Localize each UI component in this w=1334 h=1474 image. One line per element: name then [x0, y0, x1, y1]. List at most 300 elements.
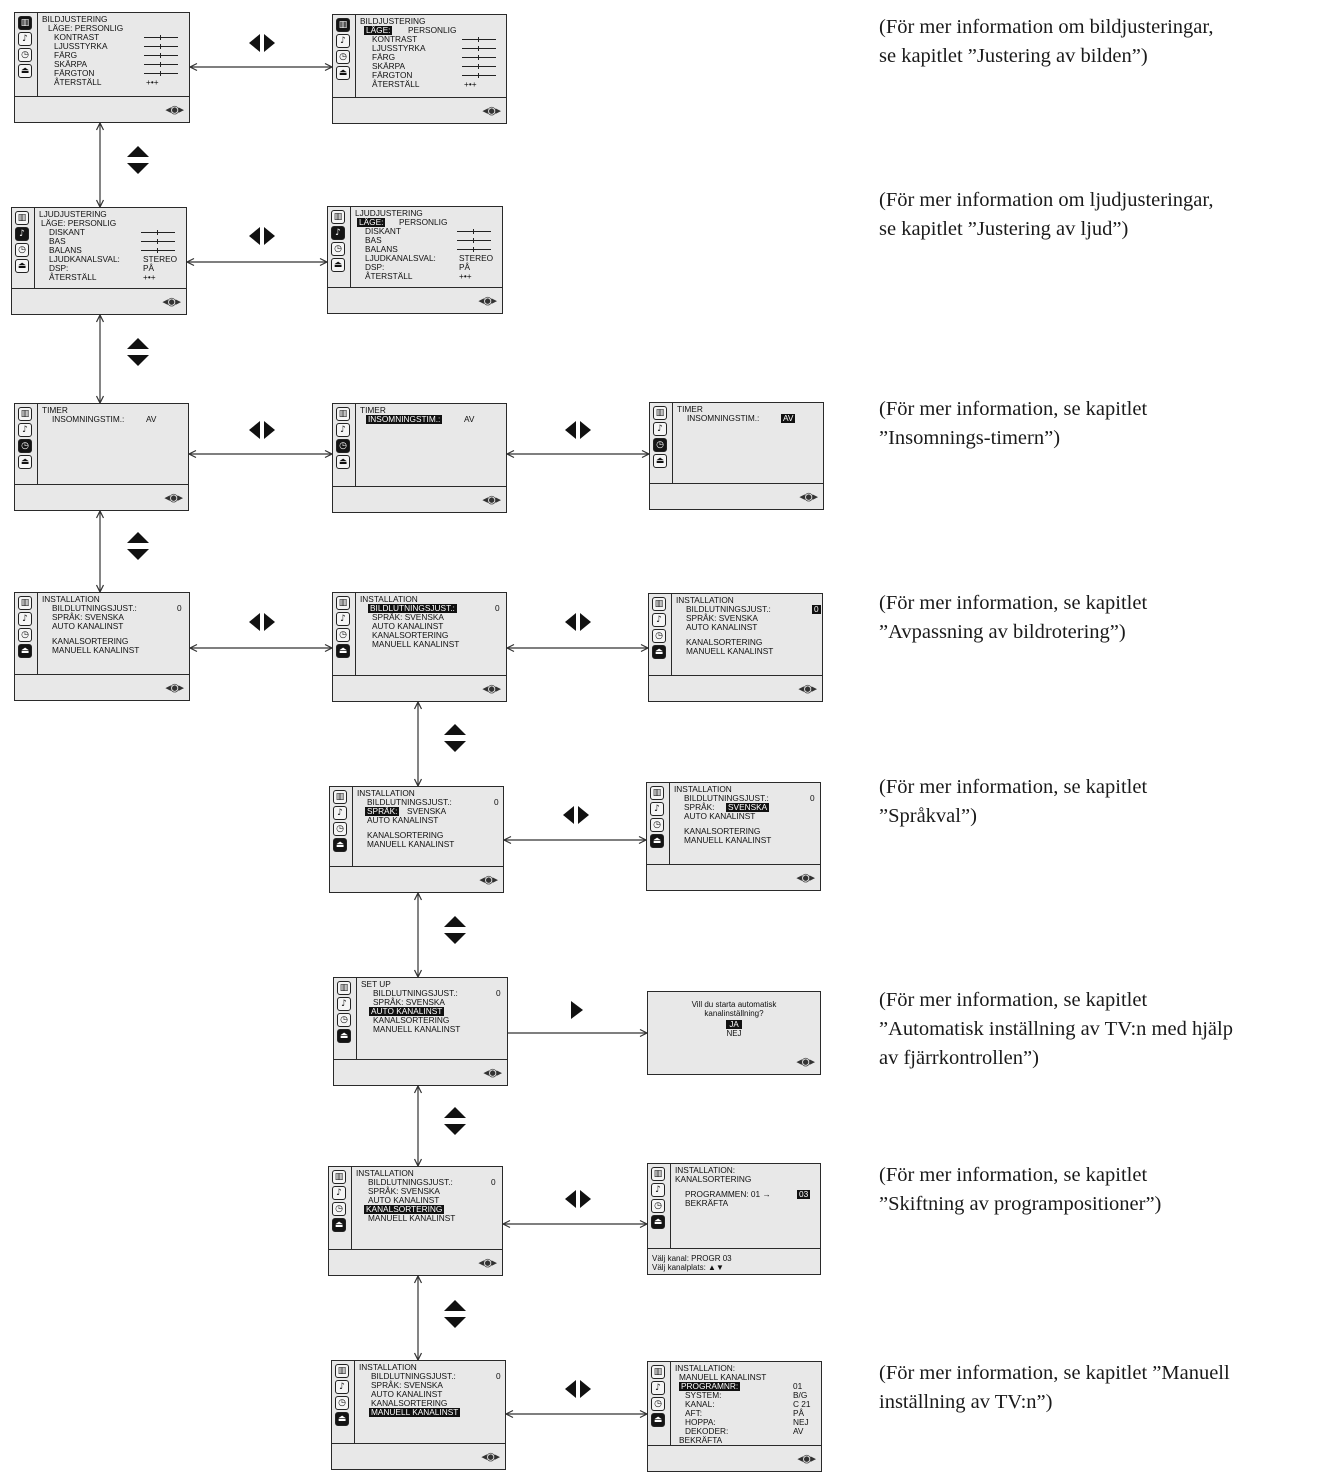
level-slider[interactable] [141, 241, 175, 242]
level-slider[interactable] [462, 75, 496, 76]
sound-tab-icon[interactable]: ♪ [650, 802, 664, 816]
menu-item-label: INSOMNINGSTIM.: [687, 413, 760, 423]
menu-item-label: SPRÅK: SVENSKA [368, 1186, 440, 1196]
remote-nav-icon: ◂◉▸ [482, 682, 500, 695]
down-arrow-icon [444, 1124, 466, 1135]
menu-item-label: INSTALLATION [359, 1362, 417, 1372]
info-note-6 [879, 986, 1329, 1073]
picture-tab-icon[interactable]: ▥ [336, 18, 350, 32]
menu-body [359, 1363, 501, 1417]
menu-line[interactable] [675, 1199, 816, 1208]
menu-item-label: BALANS [49, 245, 82, 255]
level-slider[interactable] [462, 39, 496, 40]
left-arrow-icon [249, 613, 260, 631]
menu-item-label: KANALSORTERING [686, 637, 763, 647]
installation-tab-icon[interactable]: ⏏ [331, 258, 345, 272]
menu-item-label: AFT: [685, 1408, 703, 1418]
left-arrow-icon [563, 806, 574, 824]
sound-tab-icon[interactable]: ♪ [652, 613, 666, 627]
menu-item-label: BILDLUTNINGSJUST.: [367, 797, 452, 807]
timer-tab-icon[interactable]: ◷ [335, 1396, 349, 1410]
right-arrow-icon [264, 613, 275, 631]
menu-item-label: SPRÅK: SVENSKA [372, 612, 444, 622]
menu-status-bar [329, 1249, 502, 1275]
menu-item-label: KANAL: [685, 1399, 715, 1409]
picture-tab-icon[interactable]: ▥ [18, 407, 32, 421]
installation-tab-icon[interactable]: ⏏ [651, 1413, 665, 1427]
menu-line[interactable] [674, 812, 816, 821]
timer-tab-icon[interactable]: ◷ [336, 50, 350, 64]
menu-item-label: SPRÅK: [684, 802, 715, 812]
timer-tab-icon[interactable]: ◷ [333, 822, 347, 836]
menu-status-bar [332, 1443, 505, 1469]
timer-tab-icon[interactable]: ◷ [650, 818, 664, 832]
installation-tab-icon[interactable]: ⏏ [335, 1412, 349, 1426]
menu-status-bar [330, 866, 503, 892]
sound-tab-icon[interactable]: ♪ [651, 1183, 665, 1197]
note-line: (För mer information, se kapitlet [879, 1164, 1148, 1186]
menu-item-label: KANALSORTERING [367, 830, 444, 840]
picture-tab-icon[interactable]: ▥ [18, 16, 32, 30]
menu-item-value: 0 [494, 797, 499, 807]
menu-item-value: +•+ [464, 79, 477, 89]
picture-tab-icon[interactable]: ▥ [653, 406, 667, 420]
up-arrow-icon [444, 724, 466, 735]
timer-tab-icon[interactable]: ◷ [337, 1013, 351, 1027]
menu-line[interactable] [357, 840, 499, 849]
left-arrow-icon [565, 1190, 576, 1208]
menu-item-label: LÄGE: PERSONLIG [41, 218, 117, 228]
menu-status-bar [648, 1248, 820, 1274]
picture-tab-icon[interactable]: ▥ [336, 407, 350, 421]
level-slider[interactable] [462, 57, 496, 58]
menu-item-label: KANALSORTERING [372, 630, 449, 640]
menu-status-bar [15, 96, 189, 122]
tv-menu-screen-17 [331, 1360, 506, 1470]
picture-tab-icon[interactable]: ▥ [335, 1364, 349, 1378]
menu-body [42, 595, 185, 655]
menu-line[interactable] [42, 622, 185, 631]
installation-tab-icon[interactable]: ⏏ [336, 66, 350, 80]
sound-tab-icon[interactable]: ♪ [651, 1381, 665, 1395]
remote-nav-icon: ◂◉▸ [478, 294, 496, 307]
menu-item-label: KANALSORTERING [366, 1204, 443, 1214]
timer-tab-icon[interactable]: ◷ [652, 629, 666, 643]
menu-item-value: NEJ [793, 1417, 809, 1427]
note-line: ”Språkval”) [879, 805, 977, 827]
menu-item-label: MANUELL KANALINST [686, 646, 774, 656]
installation-tab-icon[interactable]: ⏏ [333, 838, 347, 852]
menu-item-label: INSTALLATION [357, 788, 415, 798]
menu-item-label: BILDLUTNINGSJUST.: [686, 604, 771, 614]
menu-line[interactable] [361, 1025, 503, 1034]
menu-item-value: 0 [491, 1177, 496, 1187]
menu-tab-bar [334, 978, 357, 1059]
info-note-3 [879, 395, 1329, 453]
up-arrow-icon [127, 532, 149, 543]
menu-line[interactable] [42, 415, 184, 424]
menu-line[interactable] [42, 78, 185, 87]
menu-status-bar [647, 864, 820, 890]
menu-body [42, 406, 184, 424]
down-arrow-icon [444, 1317, 466, 1328]
menu-body [360, 595, 502, 649]
note-line: (För mer information om ljudjusteringar, [879, 189, 1214, 211]
level-slider[interactable] [457, 249, 491, 250]
menu-item-value: PERSONLIG [408, 25, 457, 35]
menu-item-label: BILDLUTNINGSJUST.: [52, 603, 137, 613]
menu-item-label: DSP: [49, 263, 69, 273]
left-arrow-icon [249, 34, 260, 52]
installation-tab-icon[interactable]: ⏏ [336, 644, 350, 658]
timer-tab-icon[interactable]: ◷ [336, 628, 350, 642]
menu-item-label: MANUELL KANALINST [367, 839, 455, 849]
picture-tab-icon[interactable]: ▥ [651, 1365, 665, 1379]
installation-tab-icon[interactable]: ⏏ [650, 834, 664, 848]
menu-status-bar [648, 1445, 821, 1471]
menu-line[interactable] [675, 1175, 816, 1184]
right-arrow-icon [580, 1190, 591, 1208]
info-note-1 [879, 13, 1329, 71]
menu-item-value: +•+ [146, 77, 159, 87]
installation-tab-icon[interactable]: ⏏ [651, 1215, 665, 1229]
remote-nav-icon: ◂◉▸ [478, 1256, 496, 1269]
menu-item-label: ÅTERSTÄLL [49, 272, 97, 282]
menu-item-label: DISKANT [365, 226, 401, 236]
menu-item-value: PÅ [459, 262, 471, 272]
menu-item-label: MANUELL KANALINST [52, 645, 140, 655]
timer-tab-icon[interactable]: ◷ [15, 243, 29, 257]
menu-line[interactable] [360, 80, 502, 89]
menu-item-label: MANUELL KANALINST [371, 1407, 459, 1417]
menu-item-label: BILDLUTNINGSJUST.: [368, 1177, 453, 1187]
menu-tab-bar [333, 593, 356, 675]
picture-tab-icon[interactable]: ▥ [332, 1170, 346, 1184]
installation-tab-icon[interactable]: ⏏ [18, 644, 32, 658]
tv-menu-screen-5 [14, 403, 189, 511]
level-slider[interactable] [462, 66, 496, 67]
menu-item-label: LJUSSTYRKA [372, 43, 426, 53]
menu-item-label: BILDLUTNINGSJUST.: [371, 1371, 456, 1381]
menu-item-label: AUTO KANALINST [371, 1389, 443, 1399]
picture-tab-icon[interactable]: ▥ [18, 596, 32, 610]
installation-tab-icon[interactable]: ⏏ [337, 1029, 351, 1043]
tv-menu-screen-6 [332, 403, 507, 513]
menu-item-label: PROGRAMMEN: 01 → [685, 1189, 771, 1199]
menu-item-value: PÅ [793, 1408, 805, 1418]
menu-line[interactable] [357, 816, 499, 825]
sound-tab-icon[interactable]: ♪ [18, 612, 32, 626]
dialog-question: Vill du starta automatisk [691, 1000, 777, 1009]
level-slider[interactable] [457, 231, 491, 232]
tv-menu-screen-4 [327, 206, 503, 314]
menu-item-value: 01 [793, 1381, 803, 1391]
menu-item-label: PROGRAMNR: [681, 1381, 739, 1391]
menu-item-label: HOPPA: [685, 1417, 716, 1427]
dialog-option-yes[interactable]: JA [726, 1020, 741, 1029]
note-line: (För mer information, se kapitlet [879, 398, 1148, 420]
sound-tab-icon[interactable]: ♪ [653, 422, 667, 436]
menu-item-label: SPRÅK: SVENSKA [373, 997, 445, 1007]
picture-tab-icon[interactable]: ▥ [336, 596, 350, 610]
menu-item-value: PERSONLIG [399, 217, 448, 227]
up-arrow-icon [444, 916, 466, 927]
menu-item-value: +•+ [143, 272, 156, 282]
menu-tab-bar [333, 404, 356, 486]
menu-item-label: BILDLUTNINGSJUST.: [370, 603, 455, 613]
menu-item-label: KANALSORTERING [684, 826, 761, 836]
down-arrow-icon [127, 163, 149, 174]
tv-menu-screen-13 [333, 977, 508, 1086]
picture-tab-icon[interactable]: ▥ [333, 790, 347, 804]
right-arrow-icon [571, 1001, 583, 1019]
menu-line[interactable] [39, 273, 182, 282]
timer-tab-icon[interactable]: ◷ [18, 48, 32, 62]
menu-tab-bar [648, 1164, 671, 1248]
up-arrow-icon [127, 146, 149, 157]
tv-menu-screen-10 [648, 593, 823, 702]
remote-nav-icon: ◂◉▸ [796, 871, 814, 884]
menu-item-label: INSOMNINGSTIM.: [368, 414, 441, 424]
menu-item-value: B/G [793, 1390, 808, 1400]
right-arrow-icon [580, 1380, 591, 1398]
down-arrow-icon [444, 933, 466, 944]
left-arrow-icon [565, 421, 576, 439]
note-line: inställning av TV:n”) [879, 1391, 1053, 1413]
menu-item-value: AV [146, 414, 157, 424]
level-slider[interactable] [462, 48, 496, 49]
menu-item-label: SKÄRPA [372, 61, 406, 71]
menu-status-bar [12, 288, 186, 314]
timer-tab-icon[interactable]: ◷ [651, 1199, 665, 1213]
level-slider[interactable] [141, 250, 175, 251]
sound-tab-icon[interactable]: ♪ [333, 806, 347, 820]
menu-item-value: AV [793, 1426, 804, 1436]
menu-item-value: 0 [495, 603, 500, 613]
menu-body [677, 405, 819, 423]
sound-tab-icon[interactable]: ♪ [336, 34, 350, 48]
menu-item-label: SKÄRPA [54, 59, 88, 69]
installation-tab-icon[interactable]: ⏏ [332, 1218, 346, 1232]
menu-item-label: DSP: [365, 262, 385, 272]
note-line: (För mer information, se kapitlet [879, 776, 1148, 798]
menu-item-label: INSTALLATION: [675, 1363, 736, 1373]
timer-tab-icon[interactable]: ◷ [336, 439, 350, 453]
remote-nav-icon: ◂◉▸ [479, 873, 497, 886]
tv-menu-screen-3 [11, 207, 187, 315]
menu-item-label: ÅTERSTÄLL [54, 77, 102, 87]
menu-item-label: AUTO KANALINST [367, 815, 439, 825]
picture-tab-icon[interactable]: ▥ [651, 1167, 665, 1181]
menu-item-label: AUTO KANALINST [371, 1006, 443, 1016]
menu-line[interactable] [359, 1408, 501, 1417]
picture-tab-icon[interactable]: ▥ [337, 981, 351, 995]
installation-tab-icon[interactable]: ⏏ [18, 455, 32, 469]
menu-line[interactable] [360, 640, 502, 649]
menu-item-label: KONTRAST [54, 32, 100, 42]
remote-nav-icon: ◂◉▸ [164, 491, 182, 504]
sound-tab-icon[interactable]: ♪ [331, 226, 345, 240]
tv-menu-screen-7 [649, 402, 824, 510]
left-arrow-icon [565, 613, 576, 631]
menu-item-value: +•+ [459, 271, 472, 281]
menu-item-label: BAS [365, 235, 382, 245]
sound-tab-icon[interactable]: ♪ [15, 227, 29, 241]
picture-tab-icon[interactable]: ▥ [331, 210, 345, 224]
menu-item-label: LJUSSTYRKA [54, 41, 108, 51]
down-arrow-icon [127, 355, 149, 366]
level-slider[interactable] [457, 240, 491, 241]
installation-tab-icon[interactable]: ⏏ [15, 259, 29, 273]
menu-status-bar [333, 97, 506, 123]
timer-tab-icon[interactable]: ◷ [651, 1397, 665, 1411]
menu-line[interactable] [674, 836, 816, 845]
menu-item-label: SPRÅK: [367, 806, 398, 816]
menu-body [360, 17, 502, 89]
status-hint: Välj kanalplats: ▲▼ [652, 1263, 724, 1272]
menu-item-label: INSTALLATION [356, 1168, 414, 1178]
menu-line[interactable] [356, 1214, 498, 1223]
picture-tab-icon[interactable]: ▥ [650, 786, 664, 800]
installation-tab-icon[interactable]: ⏏ [336, 455, 350, 469]
menu-status-bar [333, 675, 506, 701]
tv-menu-screen-11 [329, 786, 504, 893]
info-note-8 [879, 1359, 1329, 1417]
menu-item-value: 0 [814, 604, 819, 614]
menu-item-label: TIMER [42, 405, 68, 415]
menu-item-label: AUTO KANALINST [372, 621, 444, 631]
menu-item-label: AUTO KANALINST [686, 622, 758, 632]
menu-line[interactable] [676, 623, 818, 632]
note-line: av fjärrkontrollen”) [879, 1047, 1039, 1069]
note-line: ”Avpassning av bildrotering”) [879, 621, 1126, 643]
menu-item-label: LÄGE: [366, 25, 391, 35]
down-arrow-icon [127, 549, 149, 560]
remote-nav-icon: ◂◉▸ [162, 295, 180, 308]
menu-line[interactable] [677, 414, 819, 423]
remote-nav-icon: ◂◉▸ [165, 681, 183, 694]
note-line: se kapitlet ”Justering av ljud”) [879, 218, 1129, 240]
menu-item-label: SPRÅK: SVENSKA [371, 1380, 443, 1390]
menu-item-label: AUTO KANALINST [368, 1195, 440, 1205]
menu-tab-bar [647, 783, 670, 864]
menu-tab-bar [328, 207, 351, 287]
level-slider[interactable] [144, 64, 178, 65]
menu-item-label: FÄRGTON [54, 68, 95, 78]
menu-item-label: BALANS [365, 244, 398, 254]
timer-tab-icon[interactable]: ◷ [18, 628, 32, 642]
menu-item-label: INSTALLATION [674, 784, 732, 794]
installation-tab-icon[interactable]: ⏏ [653, 454, 667, 468]
menu-item-label: MANUELL KANALINST [372, 639, 460, 649]
menu-item-value: 0 [496, 988, 501, 998]
installation-tab-icon[interactable]: ⏏ [652, 645, 666, 659]
menu-tab-bar [329, 1167, 352, 1249]
sound-tab-icon[interactable]: ♪ [18, 423, 32, 437]
menu-item-label: KANALSORTERING [675, 1174, 752, 1184]
timer-tab-icon[interactable]: ◷ [653, 438, 667, 452]
menu-item-label: INSTALLATION: [675, 1165, 736, 1175]
sound-tab-icon[interactable]: ♪ [337, 997, 351, 1011]
menu-item-label: MANUELL KANALINST [373, 1024, 461, 1034]
menu-item-label: FÄRG [54, 50, 78, 60]
menu-line[interactable] [360, 415, 502, 424]
sound-tab-icon[interactable]: ♪ [336, 612, 350, 626]
sound-tab-icon[interactable]: ♪ [336, 423, 350, 437]
menu-item-label: INSTALLATION [676, 595, 734, 605]
right-arrow-icon [264, 227, 275, 245]
remote-nav-icon: ◂◉▸ [798, 682, 816, 695]
menu-item-label: MANUELL KANALINST [684, 835, 772, 845]
level-slider[interactable] [144, 73, 178, 74]
level-slider[interactable] [144, 55, 178, 56]
menu-item-label: BILDLUTNINGSJUST.: [373, 988, 458, 998]
menu-body [675, 1364, 817, 1445]
up-arrow-icon [444, 1300, 466, 1311]
timer-tab-icon[interactable]: ◷ [331, 242, 345, 256]
timer-tab-icon[interactable]: ◷ [18, 439, 32, 453]
sound-tab-icon[interactable]: ♪ [18, 32, 32, 46]
remote-nav-icon: ◂◉▸ [482, 493, 500, 506]
menu-body [360, 406, 502, 424]
menu-line[interactable] [676, 647, 818, 656]
tv-menu-screen-18 [647, 1361, 822, 1472]
remote-nav-icon: ◂◉▸ [799, 490, 817, 503]
menu-tab-bar [333, 15, 356, 97]
menu-line[interactable] [42, 646, 185, 655]
note-line: ”Automatisk inställning av TV:n med hjälp [879, 1018, 1233, 1040]
menu-item-value: SVENSKA [407, 806, 447, 816]
menu-item-label: KANALSORTERING [373, 1015, 450, 1025]
menu-item-label: KONTRAST [372, 34, 418, 44]
level-slider[interactable] [144, 46, 178, 47]
menu-status-bar [15, 484, 188, 510]
tv-menu-screen-12 [646, 782, 821, 891]
note-line: (För mer information, se kapitlet [879, 989, 1148, 1011]
timer-tab-icon[interactable]: ◷ [332, 1202, 346, 1216]
menu-body [361, 980, 503, 1034]
sound-tab-icon[interactable]: ♪ [335, 1380, 349, 1394]
picture-tab-icon[interactable]: ▥ [15, 211, 29, 225]
level-slider[interactable] [144, 37, 178, 38]
left-arrow-icon [249, 421, 260, 439]
menu-item-label: BEKRÄFTA [685, 1198, 729, 1208]
level-slider[interactable] [141, 232, 175, 233]
installation-tab-icon[interactable]: ⏏ [18, 64, 32, 78]
menu-item-label: SPRÅK: SVENSKA [52, 612, 124, 622]
menu-tab-bar [332, 1361, 355, 1443]
menu-item-label: ÅTERSTÄLL [372, 79, 420, 89]
menu-item-label: SPRÅK: SVENSKA [686, 613, 758, 623]
menu-item-label: SET UP [361, 979, 391, 989]
menu-item-label: BILDJUSTERING [360, 16, 426, 26]
info-note-2 [879, 186, 1329, 244]
menu-item-label: INSTALLATION [360, 594, 418, 604]
note-line: se kapitlet ”Justering av bilden”) [879, 45, 1148, 67]
menu-line[interactable] [675, 1436, 817, 1445]
menu-item-label: TIMER [360, 405, 386, 415]
info-note-4 [879, 589, 1329, 647]
menu-item-label: LJUDKANALSVAL: [365, 253, 436, 263]
dialog-option-no[interactable]: NEJ [726, 1029, 742, 1038]
menu-item-value: 0 [496, 1371, 501, 1381]
sound-tab-icon[interactable]: ♪ [332, 1186, 346, 1200]
picture-tab-icon[interactable]: ▥ [652, 597, 666, 611]
menu-item-label: AUTO KANALINST [684, 811, 756, 821]
left-arrow-icon [565, 1380, 576, 1398]
menu-line[interactable] [355, 272, 498, 281]
menu-body [357, 789, 499, 849]
